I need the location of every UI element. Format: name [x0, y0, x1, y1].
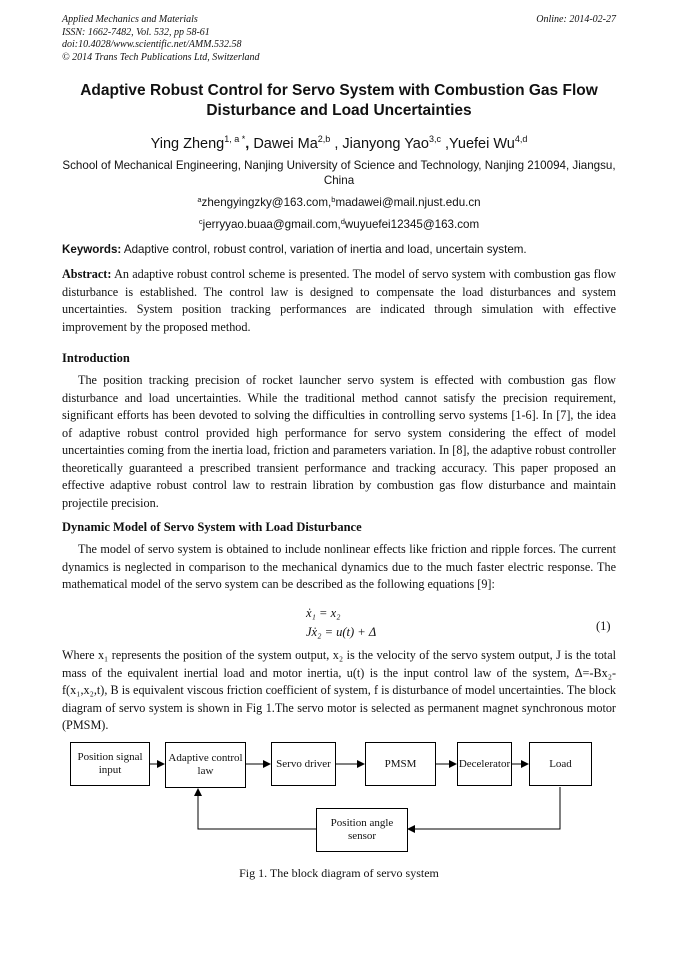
paper-title: Adaptive Robust Control for Servo System with Combustion Gas Flow Disturbance and Load Uncertainties: [80, 82, 598, 119]
block-load: Load: [529, 742, 592, 786]
author-sup: 3,c: [428, 134, 441, 144]
abstract: [62, 266, 616, 336]
author-name: Jianyong Yao: [342, 136, 429, 152]
equation-line: ẋ₁ = x₂: [306, 606, 341, 620]
section-heading-introduction: Introduction: [62, 351, 130, 365]
block-position-input: Position signal input: [70, 742, 150, 786]
email-sup: c: [198, 217, 203, 226]
block-adaptive-control: Adaptive control law: [165, 742, 246, 788]
block-pmsm: PMSM: [365, 742, 436, 786]
keywords-text: Adaptive control, robust control, variation of inertia and load, uncertain system.: [123, 243, 527, 256]
email-line-2: [62, 217, 616, 231]
model-paragraph: The model of servo system is obtained to include nonlinear effects like friction and ripple forces. The current dynamics is neglected in comparison to the mechanical dynamics due to the much faster electric response. The mathematical model of the servo system can be described as the following equations [9]:: [62, 542, 616, 591]
figure-caption: Fig 1. The block diagram of servo system: [239, 866, 439, 880]
keywords-label: Keywords:: [62, 243, 122, 256]
author-sup: 1, a *: [224, 134, 246, 144]
affiliation: School of Mechanical Engineering, Nanjing University of Science and Technology, Nanjing 210094, Jiangsu, China: [62, 159, 616, 187]
author-name: Yuefei Wu: [449, 136, 515, 152]
journal-header: [62, 14, 260, 64]
copyright-line: © 2014 Trans Tech Publications Ltd, Switzerland: [62, 51, 260, 63]
email-line-1: [62, 195, 616, 209]
block-position-sensor: Position angle sensor: [316, 808, 408, 852]
feedback-line-to-controller: [198, 789, 316, 829]
author-name: Dawei Ma: [253, 136, 318, 152]
journal-name: Applied Mechanics and Materials: [62, 14, 198, 25]
author-sup: 2,b: [317, 134, 331, 144]
email-sup: d: [340, 217, 345, 226]
issn-line: ISSN: 1662-7482, Vol. 532, pp 58-61: [62, 26, 210, 38]
section-heading-model: Dynamic Model of Servo System with Load Disturbance: [62, 520, 362, 534]
feedback-line-to-sensor: [408, 787, 560, 829]
email-link[interactable]: wuyuefei12345@163.com: [344, 218, 480, 231]
introduction-paragraph: The position tracking precision of rocket launcher servo system is effected with combustion gas flow disturbance and load uncertainties. While the traditional method cannot satisfy the precision requirement, significant efforts has been devoted to solving the difficulties in controlling servo systems [1-6]. In [7], the idea of adaptive robust control provided high performance for servo system considering the effect of model uncertainties coming from the inertia load, friction and parameters variation. In [8], the adaptive robust controller theoretically guaranteed a prescribed transient performance and tracking accuracy. This paper proposed an effective adaptive robust control law to restrain libration by combustion gas flow disturbance and maintain projectile precision.: [62, 373, 616, 510]
author-list: [62, 134, 616, 152]
email-link[interactable]: zhengyingzky@163.com,: [201, 196, 332, 209]
email-link[interactable]: madawei@mail.njust.edu.cn: [335, 196, 481, 209]
email-sup: a: [197, 195, 202, 204]
abstract-label: Abstract:: [62, 267, 112, 281]
author-sep: ,: [245, 136, 254, 152]
abstract-text: An adaptive robust control scheme is presented. The model of servo system with combustion gas flow disturbance is established. The control law is designed to compensate the load disturbances and system uncertainties. System position tracking performances are indicated through simulation with effective improvement by the proposed method.: [62, 267, 616, 334]
author-sup: 4,d: [514, 134, 528, 144]
doi-link[interactable]: doi:10.4028/www.scientific.net/AMM.532.58: [62, 39, 242, 50]
author-name: Ying Zheng: [150, 136, 225, 152]
block-diagram: [0, 735, 678, 880]
email-link[interactable]: jerryyao.buaa@gmail.com,: [202, 218, 341, 231]
author-sep: ,: [330, 136, 343, 152]
equation-number: (1): [596, 619, 611, 633]
author-sep: ,: [440, 136, 450, 152]
keywords: [62, 243, 616, 256]
email-sup: b: [331, 195, 336, 204]
where-paragraph: Where x₁ represents the position of the system output, x₂ is the velocity of the servo system output, J is the total mass of the equivalent inertial load and motor inertia, u(t) is the input control law of the system, Δ=-Bx₂-f(x₁,x₂,t), B is equivalent viscous friction coefficient of system, f is disturbance of model uncertainties. The block diagram of servo system is shown in Fig 1.The servo motor is selected as permanent magnet synchronous motor (PMSM).: [62, 648, 616, 732]
online-date: Online: 2014-02-27: [536, 14, 616, 25]
block-servo-driver: Servo driver: [271, 742, 336, 786]
block-decelerator: Decelerator: [457, 742, 512, 786]
equation-line: Jẋ₂ = u(t) + Δ: [306, 625, 377, 639]
equation-block: [306, 604, 376, 642]
